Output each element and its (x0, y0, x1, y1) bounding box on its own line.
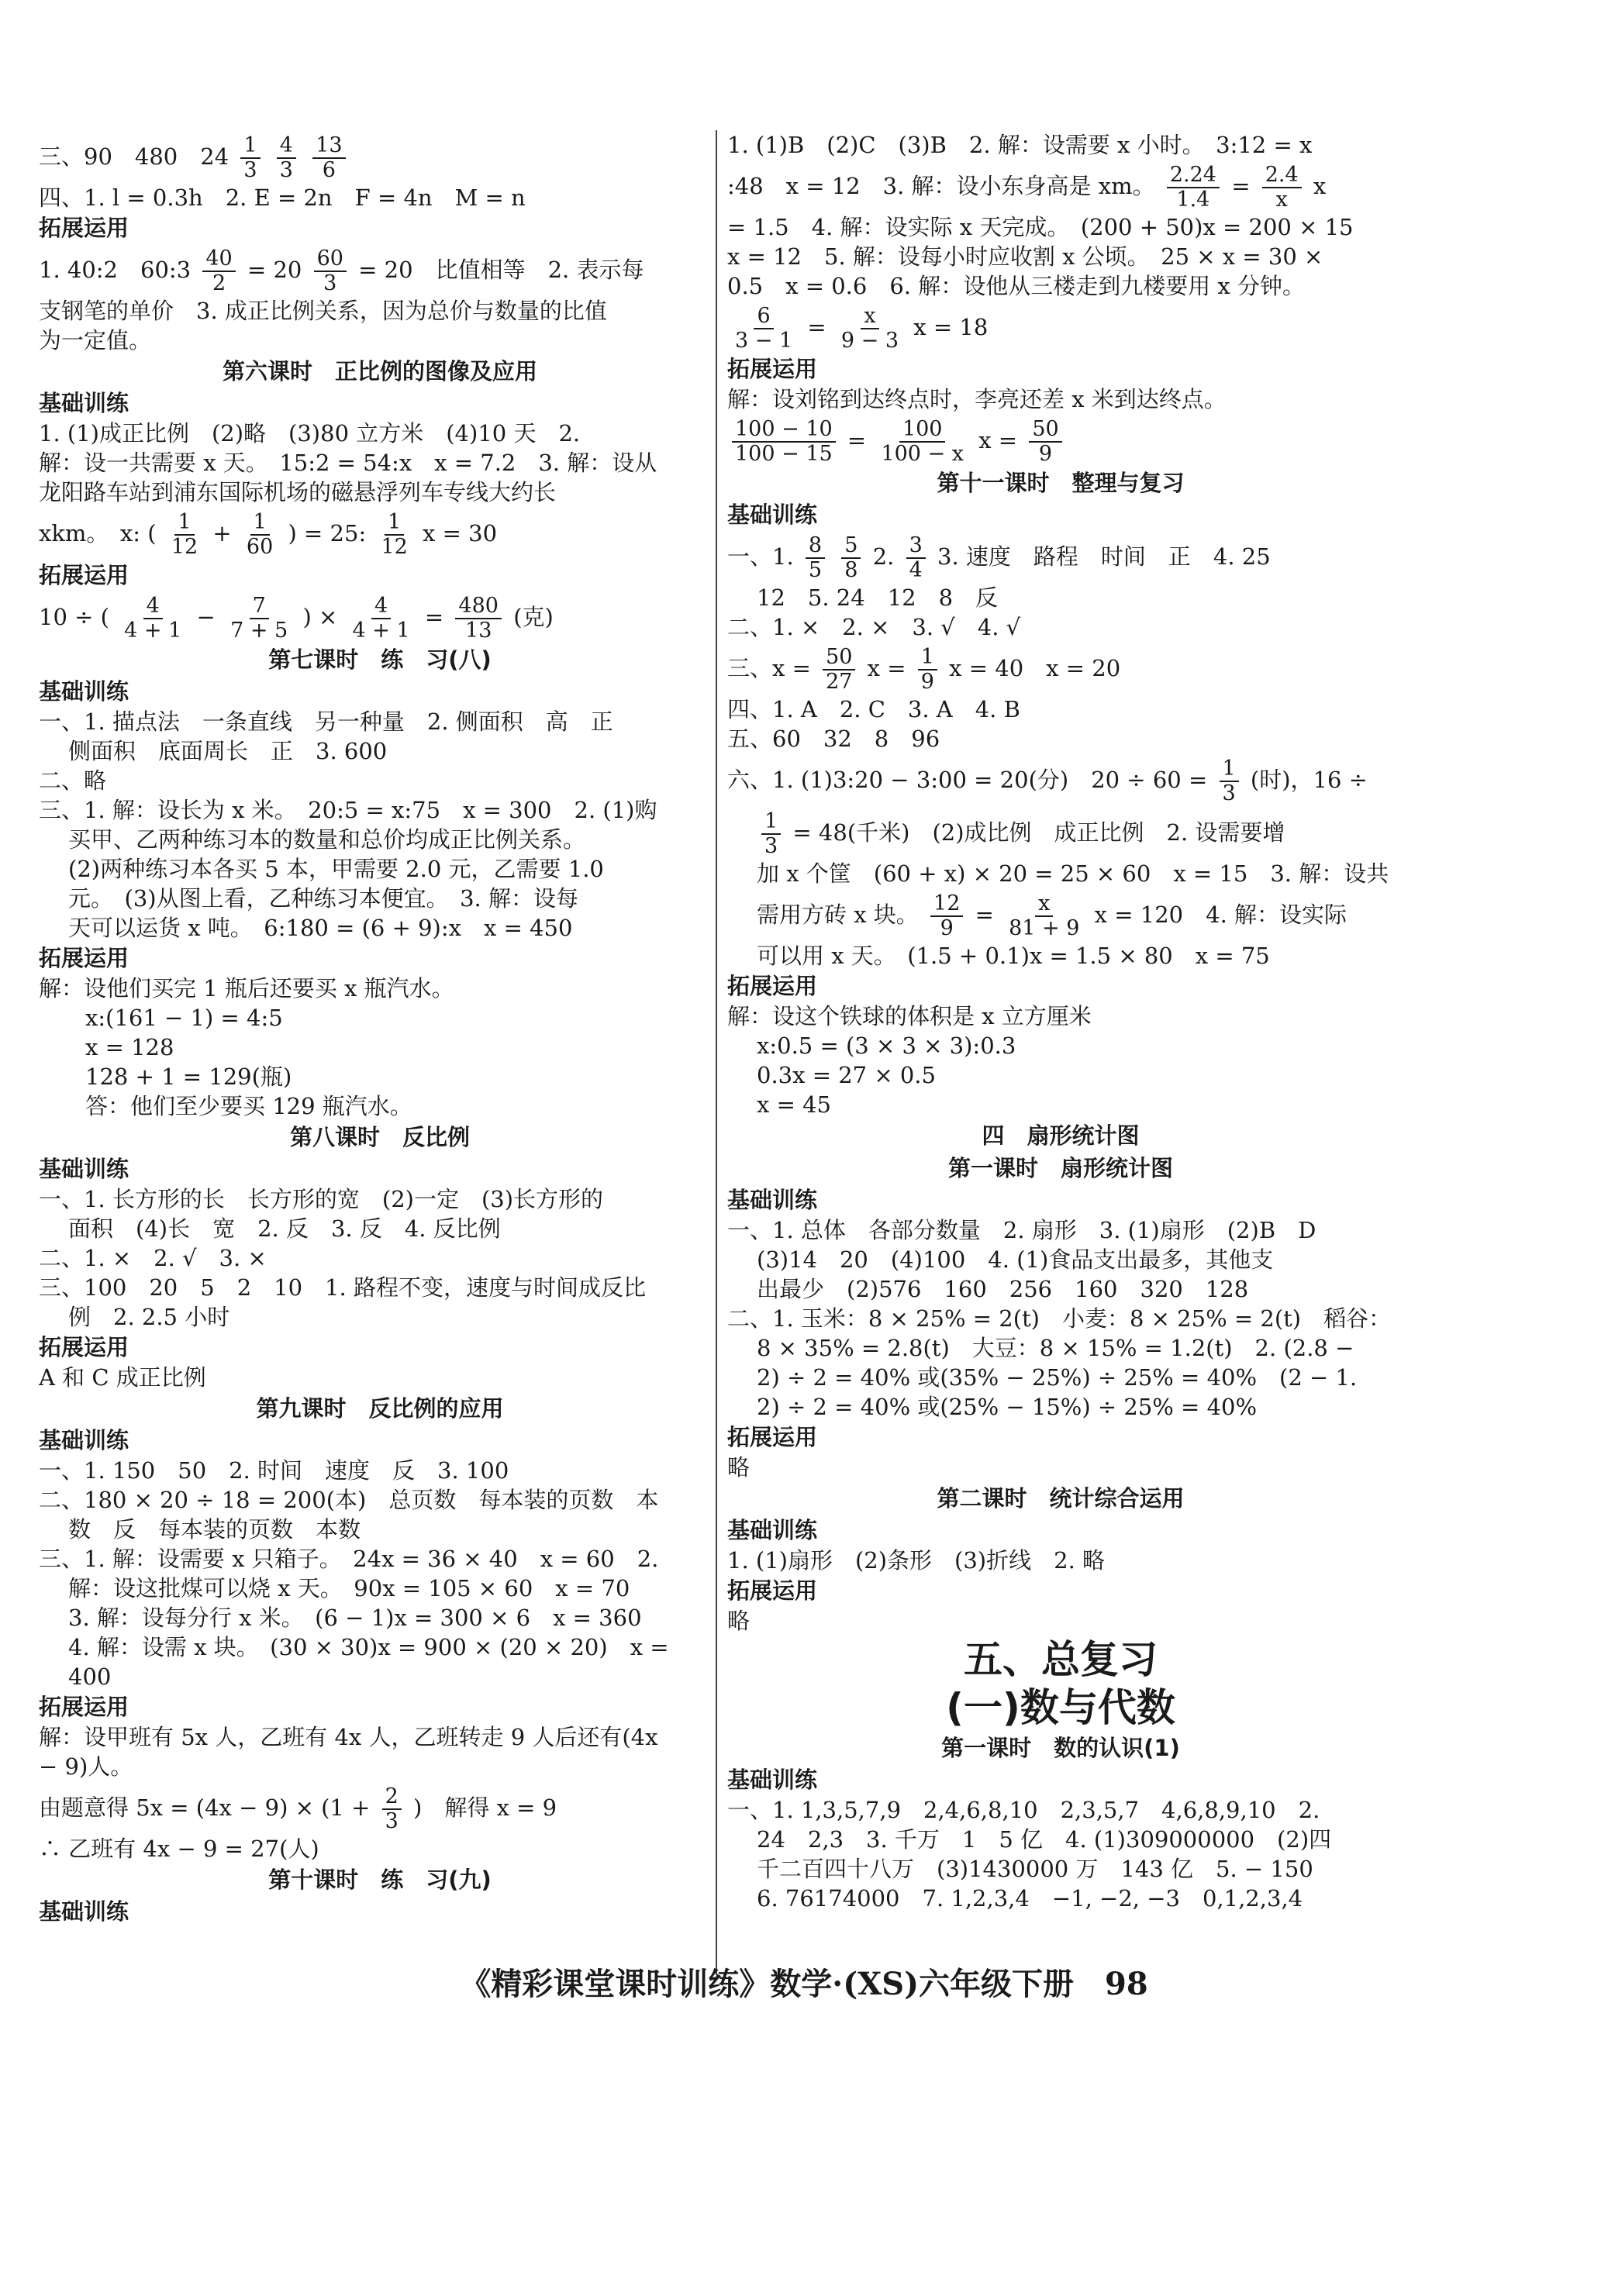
section-heading: 基础训练 (39, 390, 129, 416)
answer-line: 一、1. 1,3,5,7,9 2,4,6,8,10 2,3,5,7 4,6,8,9,10 2. (727, 1797, 1320, 1823)
chapter-subtitle: (一)数与代数 (946, 1685, 1175, 1730)
answer-line: 四、1. l = 0.3h 2. E = 2n F = 4n M = n (39, 184, 526, 211)
answer-line: 六、1. (1)3:20 − 3:00 = 20(分) 20 ÷ 60 = $\frac{1}{3}$ (时)，16 ÷ (727, 757, 1368, 805)
fraction: $\frac{7}{7 + 5}$ (230, 594, 288, 643)
answer-line: 3. 解：设每分行 x 米。 (6 − 1)x = 300 × 6 x = 360 (68, 1605, 642, 1631)
answer-line: (2)两种练习本各买 5 本，甲需要 2.0 元，乙需要 1.0 (68, 856, 604, 882)
answer-line: 三、1. 解：设长为 x 米。 20:5 = x:75 x = 300 2. (1)购 (39, 797, 657, 823)
fraction: $\frac{8}{5}$ (806, 534, 825, 582)
fraction: $\frac{60}{3}$ (314, 247, 347, 295)
fraction: $\frac{4}{4 + 1}$ (352, 594, 410, 643)
lesson-title: 第二课时 统计综合运用 (937, 1485, 1185, 1512)
fraction: $\frac{100 - 10}{100 - 15}$ (732, 418, 836, 466)
answer-line: 三、x = $\frac{50}{27}$ x = $\frac{1}{9}$ x = 40 x = 20 (727, 645, 1121, 694)
answer-line: 128 + 1 = 129(瓶) (85, 1064, 292, 1090)
answer-line: 0.5 x = 0.6 6. 解：设他从三楼走到九楼要用 x 分钟。 (727, 273, 1306, 299)
answer-line: (3)14 20 (4)100 4. (1)食品支出最多，其他支 (757, 1246, 1274, 1273)
answer-line: x:(161 − 1) = 4:5 (85, 1005, 283, 1031)
section-heading: 拓展运用 (727, 1577, 818, 1604)
fraction: $\frac{x}{9 - 3}$ (840, 304, 899, 353)
fraction: $\frac{4}{3}$ (277, 134, 296, 182)
answer-line: 4. 解：设需 x 块。 (30 × 30)x = 900 × (20 × 20) x = (68, 1634, 669, 1660)
right-column (727, 130, 1394, 1913)
fraction: $\frac{50}{9}$ (1029, 418, 1061, 466)
fraction: $\frac{1}{12}$ (381, 510, 408, 559)
answer-line: :48 x = 12 3. 解：设小东身高是 xm。 $\frac{2.24}{1.4}$ = $\frac{2.4}{x}$ x (727, 163, 1327, 212)
answer-line: $\frac{100 - 10}{100 - 15}$ = $\frac{100}{100 - x}$ x = $\frac{50}{9}$ (727, 414, 1394, 467)
answer-line: 买甲、乙两种练习本的数量和总价均成正比例关系。 (68, 826, 586, 853)
answer-line: 三、90 480 24 $\frac{1}{3}$ $\frac{4}{3}$ $\frac{13}{6}$ (39, 130, 721, 183)
fraction: $\frac{13}{6}$ (312, 134, 345, 182)
chapter-title: 五、总复习 (964, 1637, 1158, 1682)
answer-line: 二、1. × 2. × 3. √ 4. √ (727, 614, 1021, 640)
fraction: $\frac{1}{3}$ (1220, 757, 1239, 805)
fraction: $\frac{12}{9}$ (930, 892, 963, 940)
answer-line: 二、180 × 20 ÷ 18 = 200(本) 总页数 每本装的页数 本 (39, 1487, 659, 1513)
answer-line: 可以用 x 天。 (1.5 + 0.1)x = 1.5 × 80 x = 75 (757, 943, 1270, 969)
answer-line: 二、略 (39, 767, 107, 794)
fraction: $\frac{1}{12}$ (171, 510, 198, 559)
answer-line: 一、1. 长方形的长 长方形的宽 (2)一定 (3)长方形的 (39, 1186, 604, 1212)
answer-line: = 1.5 4. 解：设实际 x 天完成。 (200 + 50)x = 200 × 15 (727, 214, 1354, 240)
unit-title: 四 扇形统计图 (982, 1122, 1140, 1149)
fraction: $\frac{6}{3 - 1}$ (735, 304, 793, 353)
fraction: $\frac{1}{3}$ (240, 134, 260, 182)
answer-line: 二、1. × 2. √ 3. × (39, 1245, 267, 1271)
section-heading: 基础训练 (727, 1187, 818, 1213)
answer-line: 元。 (3)从图上看，乙种练习本便宜。 3. 解：设每 (68, 885, 578, 912)
section-heading: 基础训练 (727, 1767, 818, 1793)
answer-line: 天可以运货 x 吨。 6:180 = (6 + 9):x x = 450 (68, 915, 573, 941)
answer-line: 略 (727, 1608, 751, 1634)
lesson-title: 第八课时 反比例 (289, 1124, 470, 1150)
section-heading: 拓展运用 (39, 1334, 129, 1360)
answer-line: 为一定值。 (39, 327, 152, 353)
section-heading: 基础训练 (39, 1898, 129, 1925)
answer-line: 四、1. A 2. C 3. A 4. B (727, 696, 1020, 722)
answer-line: 解：设一共需要 x 天。 15:2 = 54:x x = 7.2 3. 解：设从 (39, 450, 657, 476)
answer-line: x:0.5 = (3 × 3 × 3):0.3 (757, 1033, 1016, 1059)
section-heading: 基础训练 (727, 502, 818, 528)
answer-line: x = 12 5. 解：设每小时应收割 x 公顷。 25 × x = 30 × (727, 243, 1323, 270)
answer-line: 千二百四十八万 (3)1430000 万 143 亿 5. − 150 (757, 1856, 1313, 1882)
answer-line: $\frac{1}{3}$ = 48(千米) (2)成比例 成正比例 2. 设需要增 (727, 806, 1394, 859)
fraction: $\frac{100}{100 - x}$ (881, 417, 964, 466)
answer-line: 加 x 个筐 (60 + x) × 20 = 25 × 60 x = 15 3. 解：设共 (757, 860, 1389, 887)
answer-line: 一、1. 150 50 2. 时间 速度 反 3. 100 (39, 1457, 509, 1484)
answer-line: 2) ÷ 2 = 40% 或(25% − 15%) ÷ 25% = 40% (757, 1394, 1258, 1420)
answer-line: 解：设甲班有 5x 人，乙班有 4x 人，乙班转走 9 人后还有(4x (39, 1724, 658, 1750)
answer-line: 12 5. 24 12 8 反 (757, 584, 999, 611)
answer-line: 2) ÷ 2 = 40% 或(35% − 25%) ÷ 25% = 40% (2 − 1. (757, 1364, 1358, 1391)
section-heading: 拓展运用 (39, 562, 129, 588)
answer-line: x = 45 (757, 1091, 831, 1118)
answer-line: 解：设他们买完 1 瓶后还要买 x 瓶汽水。 (39, 975, 454, 1001)
fraction: $\frac{1}{9}$ (918, 646, 937, 694)
answer-line: 解：设这个铁球的体积是 x 立方厘米 (727, 1003, 1092, 1029)
lesson-title: 第七课时 练 习(八) (268, 646, 492, 673)
section-heading: 拓展运用 (727, 1424, 818, 1450)
answer-line: 1. (1)成正比例 (2)略 (3)80 立方米 (4)10 天 2. (39, 420, 581, 446)
fraction: $\frac{1}{3}$ (761, 810, 781, 858)
answer-line: x = 128 (85, 1034, 174, 1060)
section-heading: 拓展运用 (727, 356, 818, 382)
answer-line: 支钢笔的单价 3. 成正比例关系，因为总价与数量的比值 (39, 298, 607, 324)
answer-line: 1. (1)B (2)C (3)B 2. 解：设需要 x 小时。 3:12 = x (727, 132, 1313, 158)
answer-line: 例 2. 2.5 小时 (68, 1304, 230, 1330)
answer-line: 龙阳路车站到浦东国际机场的磁悬浮列车专线大约长 (39, 479, 557, 505)
answer-line: 侧面积 底面周长 正 3. 600 (68, 738, 388, 764)
fraction: $\frac{2}{3}$ (382, 1785, 402, 1833)
answer-line: 解：设这批煤可以烧 x 天。 90x = 105 × 60 x = 70 (68, 1575, 630, 1601)
answer-line: 解：设刘铭到达终点时，李亮还差 x 米到达终点。 (727, 386, 1227, 412)
section-heading: 拓展运用 (39, 945, 129, 971)
answer-line: 8 × 35% = 2.8(t) 大豆：8 × 15% = 1.2(t) 2. (2.8 − (757, 1335, 1354, 1361)
lesson-title: 第一课时 数的认识(1) (941, 1735, 1180, 1761)
section-heading: 拓展运用 (727, 973, 818, 999)
section-heading: 拓展运用 (39, 1694, 129, 1720)
answer-line: 1. (1)扇形 (2)条形 (3)折线 2. 略 (727, 1547, 1106, 1574)
section-heading: 基础训练 (727, 1517, 818, 1543)
section-heading: 拓展运用 (39, 215, 129, 241)
answer-line: 答：他们至少要买 129 瓶汽水。 (85, 1093, 412, 1119)
section-heading: 基础训练 (39, 1427, 129, 1453)
lesson-title: 第十一课时 整理与复习 (937, 470, 1185, 496)
answer-line: 10 ÷ ( $\frac{4}{4 + 1}$ − $\frac{7}{7 + 5}$ ) × $\frac{4}{4 + 1}$ = $\frac{480}{13}$ (克) (39, 594, 554, 643)
answer-line: 三、100 20 5 2 10 1. 路程不变，速度与时间成反比 (39, 1274, 646, 1301)
answer-line: 略 (727, 1454, 751, 1481)
answer-line: A 和 C 成正比例 (39, 1364, 206, 1391)
fraction: $\frac{2.4}{x}$ (1262, 164, 1302, 212)
fraction: $\frac{50}{27}$ (823, 646, 855, 694)
answer-line: 0.3x = 27 × 0.5 (757, 1062, 936, 1088)
fraction: $\frac{480}{13}$ (455, 595, 502, 643)
fraction: $\frac{1}{60}$ (246, 510, 274, 559)
answer-line: ∴ 乙班有 4x − 9 = 27(人) (39, 1836, 319, 1862)
fraction: $\frac{x}{81 + 9}$ (1009, 891, 1080, 940)
lesson-title: 第十课时 练 习(九) (268, 1867, 492, 1893)
answer-line: 24 2,3 3. 千万 1 5 亿 4. (1)309000000 (2)四 (757, 1826, 1332, 1853)
answer-line: 五、60 32 8 96 (727, 726, 940, 752)
answer-line: 一、1. 描点法 一条直线 另一种量 2. 侧面积 高 正 (39, 708, 613, 735)
answer-line: 400 (68, 1663, 112, 1690)
lesson-title: 第六课时 正比例的图像及应用 (222, 358, 537, 384)
answer-line: 数 反 每本装的页数 本数 (68, 1516, 361, 1543)
answer-line: 需用方砖 x 块。 $\frac{12}{9}$ = $\frac{x}{81 + 9}$ x = 120 4. 解：设实际 (757, 891, 1347, 940)
answer-line: xkm。 x: ( $\frac{1}{12}$ + $\frac{1}{60}$ ) = 25: $\frac{1}{12}$ x = 30 (39, 510, 498, 559)
fraction: $\frac{4}{4 + 1}$ (124, 594, 182, 643)
lesson-title: 第九课时 反比例的应用 (256, 1395, 504, 1422)
fraction: $\frac{2.24}{1.4}$ (1167, 164, 1220, 212)
fraction: $\frac{3}{4}$ (906, 534, 926, 582)
answer-line: − 9)人。 (39, 1753, 133, 1780)
answer-line: 出最少 (2)576 160 256 160 320 128 (757, 1276, 1249, 1302)
page-footer: 《精彩课堂课时训练》数学·(XS)六年级下册 98 (460, 1966, 1148, 2002)
answer-line: 三、1. 解：设需要 x 只箱子。 24x = 36 × 40 x = 60 2. (39, 1546, 659, 1572)
answer-line: $\frac{6}{3 - 1}$ = $\frac{x}{9 - 3}$ x = 18 (727, 301, 1394, 353)
answer-line: 一、1. 总体 各部分数量 2. 扇形 3. (1)扇形 (2)B D (727, 1217, 1316, 1243)
answer-line: 1. 40:2 60:3 $\frac{40}{2}$ = 20 $\frac{60}{3}$ = 20 比值相等 2. 表示每 (39, 246, 644, 295)
left-column (39, 130, 721, 1927)
section-heading: 基础训练 (39, 1156, 129, 1182)
lesson-title: 第一课时 扇形统计图 (947, 1155, 1173, 1181)
answer-line: 一、1. $\frac{8}{5}$ $\frac{5}{8}$ 2. $\frac{3}{4}$ 3. 速度 路程 时间 正 4. 25 (727, 533, 1271, 582)
section-heading: 基础训练 (39, 678, 129, 705)
fraction: $\frac{40}{2}$ (202, 247, 235, 295)
answer-line: 二、1. 玉米：8 × 25% = 2(t) 小麦：8 × 25% = 2(t) 稻谷： (727, 1305, 1392, 1332)
fraction: $\frac{5}{8}$ (841, 534, 861, 582)
answer-line: 面积 (4)长 宽 2. 反 3. 反 4. 反比例 (68, 1215, 501, 1242)
answer-line: 由题意得 5x = (4x − 9) × (1 + $\frac{2}{3}$ ) 解得 x = 9 (39, 1784, 557, 1833)
answer-line: 6. 76174000 7. 1,2,3,4 −1, −2, −3 0,1,2,3,4 (757, 1885, 1303, 1912)
